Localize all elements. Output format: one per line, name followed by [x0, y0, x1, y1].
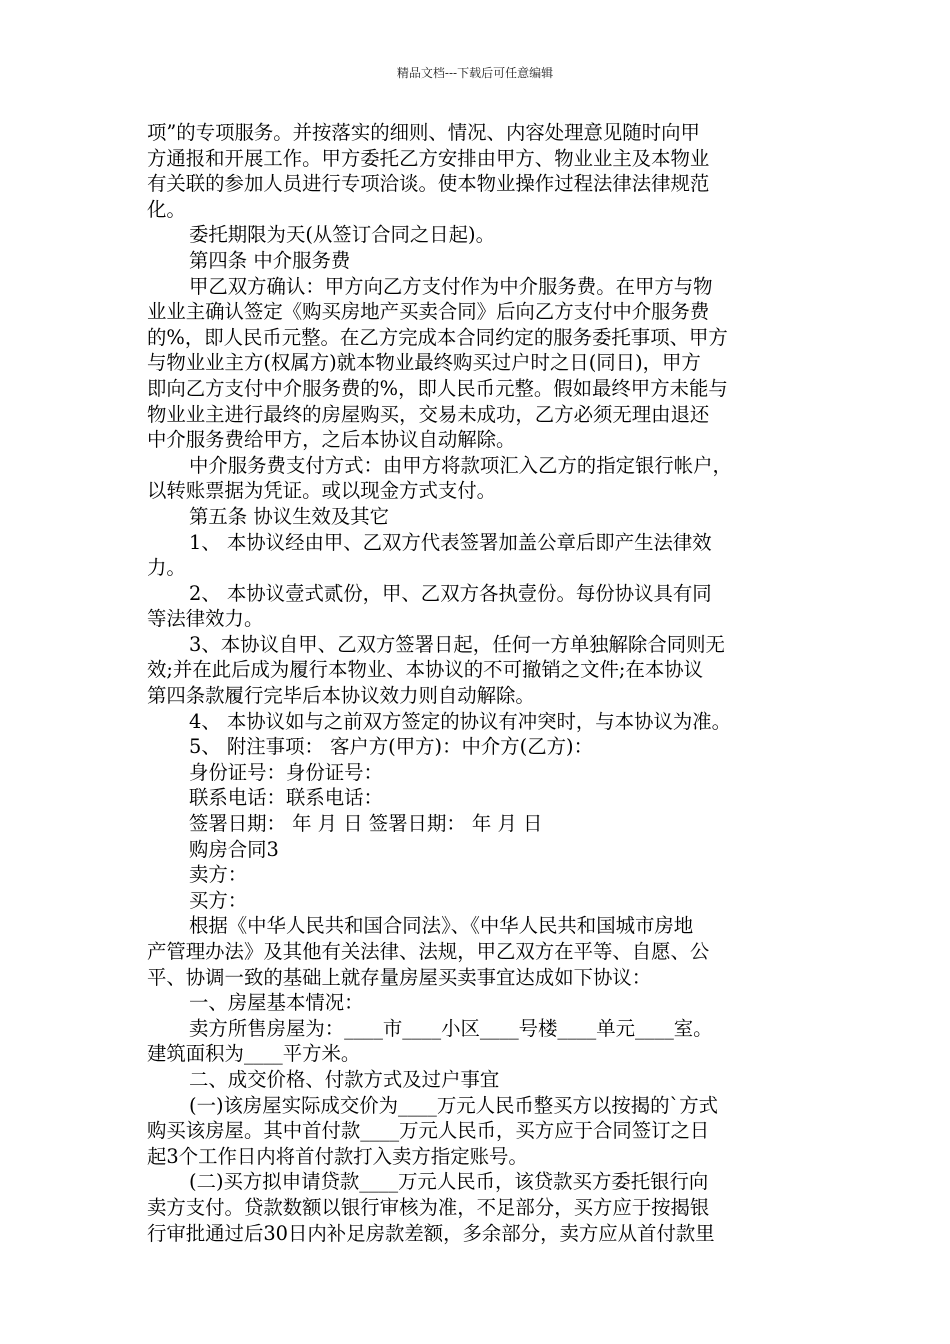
- text-line: 委托期限为天(从签订合同之日起)。: [189, 223, 495, 247]
- text-line: 等法律效力。: [147, 607, 264, 631]
- text-line: 第四条 中介服务费: [189, 248, 351, 272]
- text-line: 5、 附注事项： 客户方(甲方)：中介方(乙方)：: [189, 735, 593, 759]
- text-line: 产管理办法》及其他有关法律、法规，甲乙双方在平等、自愿、公: [147, 940, 710, 963]
- text-line: 2、 本协议壹式贰份，甲、乙双方各执壹份。每份协议具有同: [189, 581, 712, 605]
- text-line: 第五条 协议生效及其它: [189, 504, 390, 528]
- text-line: 身份证号：身份证号：: [189, 760, 383, 784]
- text-line: 二、成交价格、付款方式及过户事宜: [189, 1067, 500, 1091]
- text-line: 即向乙方支付中介服务费的%，即人民币元整。假如最终甲方未能与: [147, 376, 728, 400]
- text-line: 3、本协议自甲、乙双方签署日起，任何一方单独解除合同则无: [189, 632, 725, 656]
- text-line: 平、协调一致的基础上就存量房屋买卖事宜达成如下协议：: [147, 965, 652, 989]
- text-line: 联系电话：联系电话：: [189, 786, 383, 810]
- text-line: 业业主确认签定《购买房地产买卖合同》后向乙方支付中介服务费: [147, 300, 710, 324]
- text-line: 一、房屋基本情况：: [189, 991, 364, 1015]
- text-line: 有关联的参加人员进行专项洽谈。使本物业操作过程法律法律规范: [147, 172, 710, 196]
- text-line: 卖方所售房屋为：____市____小区____号楼____单元____室。: [189, 1016, 713, 1040]
- text-line: 中介服务费给甲方，之后本协议自动解除。: [147, 428, 516, 452]
- text-line: 买方：: [189, 888, 248, 912]
- text-line: 甲乙双方确认：甲方向乙方支付作为中介服务费。在甲方与物: [189, 274, 713, 298]
- page-header: 精品文档---下载后可任意编辑: [396, 66, 554, 80]
- text-line: (一)该房屋实际成交价为____万元人民币整买方以按揭的`方式: [189, 1093, 718, 1117]
- text-line: 第四条款履行完毕后本协议效力则自动解除。: [147, 684, 535, 708]
- text-line: 购房合同3: [189, 837, 279, 861]
- text-line: 4、 本协议如与之前双方签定的协议有冲突时，与本协议为准。: [189, 709, 732, 733]
- text-line: 以转账票据为凭证。或以现金方式支付。: [147, 479, 497, 503]
- text-line: 力。: [147, 556, 186, 580]
- text-line: 的%，即人民币元整。在乙方完成本合同约定的服务委托事项、甲方: [147, 325, 728, 349]
- text-line: 化。: [147, 197, 186, 221]
- text-line: 起3个工作日内将首付款打入卖方指定账号。: [147, 1144, 528, 1168]
- text-line: 购买该房屋。其中首付款____万元人民币，买方应于合同签订之日: [147, 1119, 710, 1143]
- text-line: 卖方：: [189, 863, 248, 887]
- text-line: 项”的专项服务。并按落实的细则、情况、内容处理意见随时向甲: [147, 121, 700, 144]
- text-line: 物业业主进行最终的房屋购买，交易未成功，乙方必须无理由退还: [147, 402, 710, 426]
- text-line: 根据《中华人民共和国合同法》、《中华人民共和国城市房地: [189, 914, 694, 938]
- document-body: [147, 120, 807, 1246]
- text-line: (二)买方拟申请贷款____万元人民币，该贷款买方委托银行向: [189, 1170, 709, 1194]
- text-line: 1、 本协议经由甲、乙双方代表签署加盖公章后即产生法律效: [189, 530, 712, 554]
- text-line: 签署日期： 年 月 日 签署日期： 年 月 日: [189, 812, 543, 836]
- text-line: 中介服务费支付方式：由甲方将款项汇入乙方的指定银行帐户，: [189, 453, 732, 477]
- text-line: 效;并在此后成为履行本物业、本协议的不可撤销之文件;在本协议: [147, 658, 704, 682]
- text-line: 卖方支付。贷款数额以银行审核为准，不足部分，买方应于按揭银: [147, 1195, 710, 1219]
- text-line: 方通报和开展工作。甲方委托乙方安排由甲方、物业业主及本物业: [147, 146, 710, 170]
- text-line: 建筑面积为____平方米。: [147, 1042, 361, 1066]
- text-line: 与物业业主方(权属方)就本物业最终购买过户时之日(同日)，甲方: [147, 351, 701, 375]
- text-line: 行审批通过后30日内补足房款差额，多余部分，卖方应从首付款里: [147, 1221, 715, 1245]
